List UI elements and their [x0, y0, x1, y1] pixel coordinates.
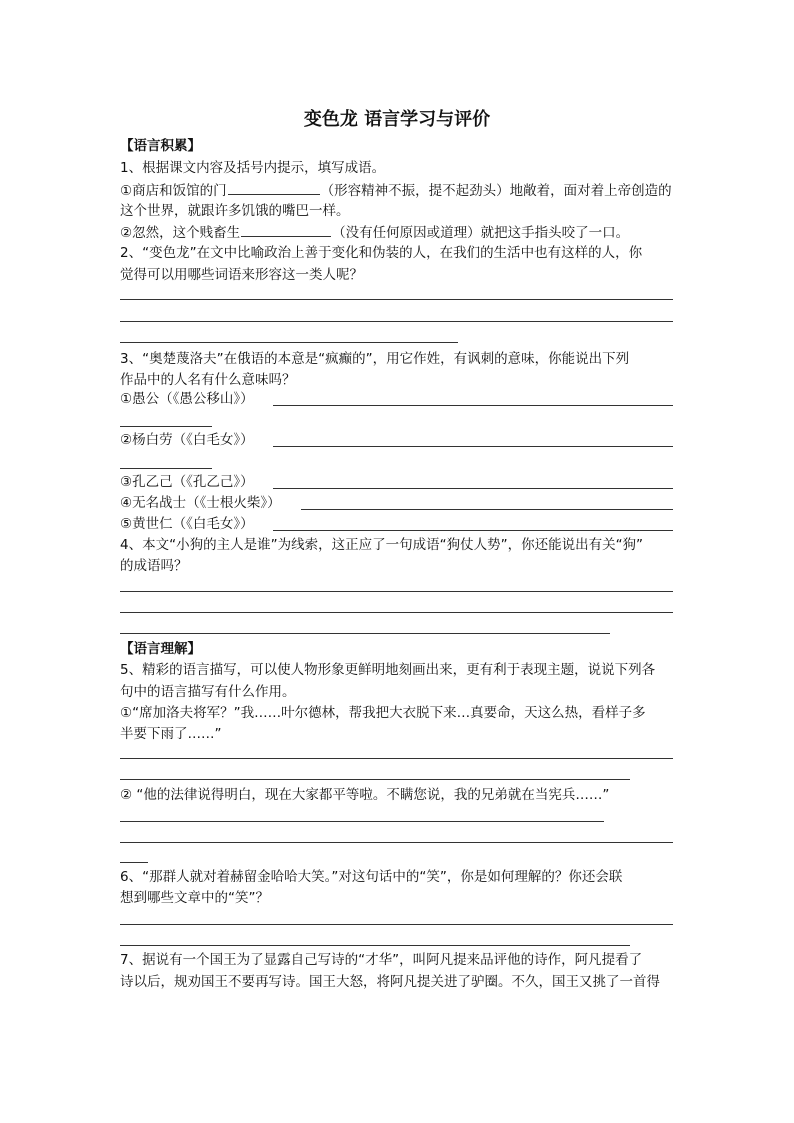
q3-item-1: ①愚公（《愚公移山》）: [120, 391, 254, 407]
q6-line-2: 想到哪些文章中的“笑”？: [120, 890, 269, 906]
q4-answer-line[interactable]: [120, 591, 673, 592]
q1-b-text-before: ②忽然，这个贱畜生: [120, 225, 241, 241]
q5-s1-answer-line[interactable]: [120, 758, 673, 759]
q3-item-2-answer-line-tail[interactable]: [120, 468, 212, 469]
q5-s2-answer-line[interactable]: [120, 862, 148, 863]
q1-b-text-after: （没有任何原因或道理）就把这手指头咬了一口。: [332, 225, 630, 241]
q3-item-2: ②杨白劳（《白毛女》）: [120, 432, 254, 448]
q1-a-continuation: 这个世界，就跟许多饥饿的嘴巴一样。: [120, 203, 350, 219]
q5-sentence-1-line-2: 半要下雨了……”: [120, 726, 222, 742]
q1-a-text-before: ①商店和饭馆的门: [120, 183, 227, 199]
q3-item-4: ④无名战士（《士根火柴》）: [120, 495, 281, 511]
q7-line-1: 7、据说有一个国王为了显露自己写诗的“才华”，叫阿凡提来品评他的诗作，阿凡提看了: [120, 952, 643, 968]
q3-line-1: 3、“奥楚蔑洛夫”在俄语的本意是“疯癫的”，用它作姓，有讽刺的意味，你能说出下列: [120, 351, 630, 367]
q3-item-3-answer-line[interactable]: [273, 488, 673, 489]
q1-stem: 1、根据课文内容及括号内提示，填写成语。: [120, 160, 386, 176]
q1-item-b: [120, 223, 629, 242]
q6-line-1: 6、“那群人就对着赫留金哈哈大笑。”对这句话中的“笑”，你是如何理解的？你还会联: [120, 869, 623, 885]
q6-answer-line[interactable]: [120, 924, 673, 925]
q2-answer-line[interactable]: [120, 342, 458, 343]
q4-answer-line[interactable]: [120, 612, 673, 613]
q5-line-2: 句中的语言描写有什么作用。: [120, 684, 296, 700]
q4-answer-line[interactable]: [120, 633, 610, 634]
q3-item-1-answer-line-tail[interactable]: [120, 426, 212, 427]
q5-s1-answer-line[interactable]: [120, 779, 630, 780]
q1-a-blank[interactable]: [228, 181, 320, 195]
q4-line-2: 的成语吗？: [120, 558, 188, 574]
q2-line-1: 2、“变色龙”在文中比喻政治上善于变化和伪装的人，在我们的生活中也有这样的人，你: [120, 245, 643, 261]
q4-line-1: 4、本文“小狗的主人是谁”为线索，这正应了一句成语“狗仗人势”，你还能说出有关“狗”: [120, 537, 644, 553]
q5-s2-answer-line[interactable]: [120, 821, 604, 822]
q5-sentence-2: ② “他的法律说得明白，现在大家都平等啦。不瞒您说，我的兄弟就在当宪兵……”: [120, 787, 610, 803]
q5-line-1: 5、精彩的语言描写，可以使人物形象更鲜明地刻画出来，更有利于表现主题，说说下列各: [120, 662, 656, 678]
q2-answer-line[interactable]: [120, 321, 673, 322]
section-heading-accumulation: 【语言积累】: [120, 138, 201, 154]
q5-sentence-1-line-1: ①“席加洛夫将军？”我……叶尔德林，帮我把大衣脱下来…真要命，天这么热，看样子多: [120, 705, 646, 721]
q5-s2-answer-line[interactable]: [120, 842, 673, 843]
q1-item-a: [120, 181, 672, 200]
q3-line-2: 作品中的人名有什么意味吗？: [120, 372, 296, 388]
q2-answer-line[interactable]: [120, 299, 673, 300]
q2-line-2: 觉得可以用哪些词语来形容这一类人呢？: [120, 267, 363, 283]
q6-answer-line[interactable]: [120, 945, 630, 946]
q7-line-2: 诗以后，规劝国王不要再写诗。国王大怒，将阿凡提关进了驴圈。不久，国王又挑了一首得: [120, 974, 660, 990]
page-title: 变色龙 语言学习与评价: [303, 109, 491, 130]
section-heading-understanding: 【语言理解】: [120, 641, 201, 657]
q1-b-blank[interactable]: [241, 223, 331, 237]
q3-item-2-answer-line[interactable]: [273, 446, 673, 447]
q1-a-text-after: （形容精神不振，提不起劲头）地敞着，面对着上帝创造的: [320, 183, 672, 199]
q3-item-5-answer-line[interactable]: [273, 530, 673, 531]
q3-item-3: ③孔乙己（《孔乙己》）: [120, 474, 254, 490]
q3-item-1-answer-line[interactable]: [273, 405, 673, 406]
q3-item-4-answer-line[interactable]: [301, 509, 673, 510]
q3-item-5: ⑤黄世仁（《白毛女》）: [120, 516, 254, 532]
